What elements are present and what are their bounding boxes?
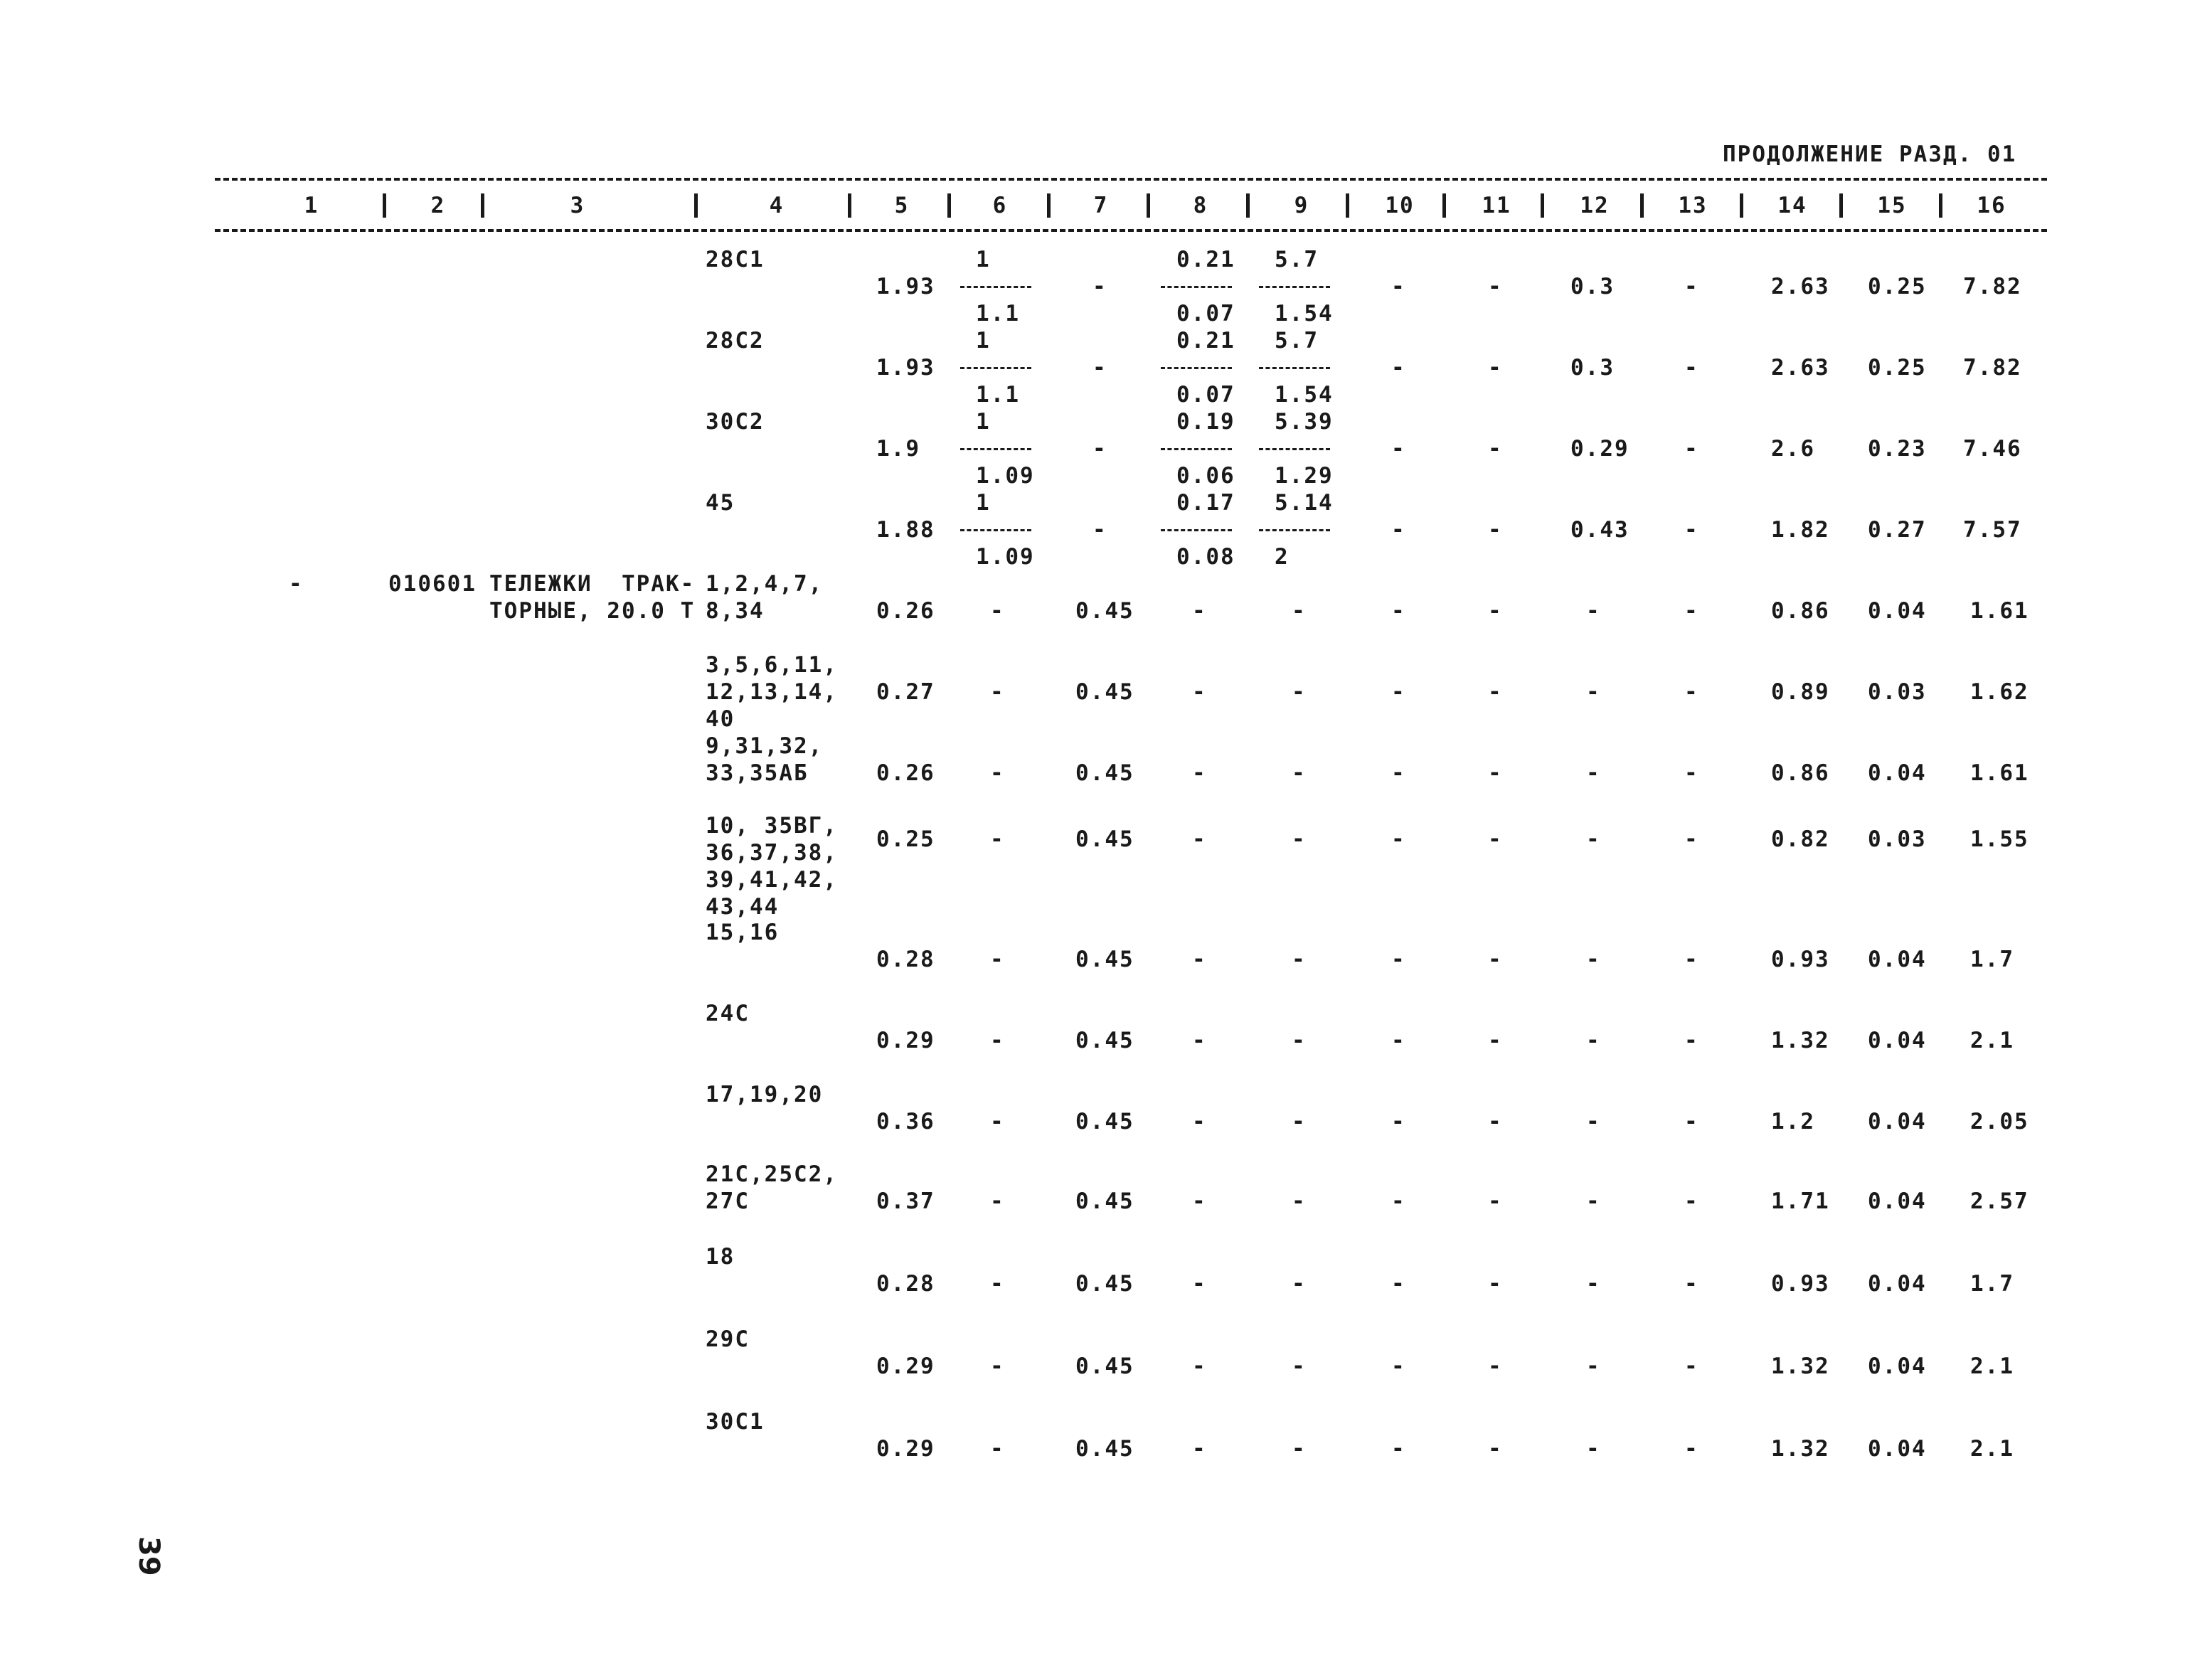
- cell-col14: 0.89: [1771, 679, 1830, 705]
- cell-col6-numerator: 1: [976, 247, 991, 272]
- cell-col5: 0.29: [876, 1354, 935, 1379]
- cell-col11: -: [1488, 679, 1503, 705]
- cell-col7: -: [1092, 436, 1107, 462]
- cell-col11: -: [1488, 1271, 1503, 1297]
- cell-col15: 0.03: [1868, 826, 1927, 852]
- cell-col12: -: [1586, 1028, 1601, 1053]
- cell-col9-denominator: 1.29: [1275, 463, 1334, 489]
- fraction-line: [1161, 367, 1232, 369]
- fraction-line: [1161, 448, 1232, 450]
- column-header-10: 10: [1385, 193, 1415, 218]
- column-header-14: 14: [1777, 193, 1807, 218]
- cell-marking: 45: [706, 490, 735, 516]
- cell-col6-denominator: 1.09: [976, 544, 1035, 570]
- cell-col14: 0.93: [1771, 1271, 1830, 1297]
- cell-col5: 0.26: [876, 598, 935, 624]
- cell-col15: 0.04: [1868, 1028, 1927, 1053]
- cell-col15: 0.03: [1868, 679, 1927, 705]
- cell-col6: -: [990, 1271, 1005, 1297]
- cell-col12: -: [1586, 947, 1601, 972]
- column-header-1: 1: [304, 193, 319, 218]
- cell-col6: -: [990, 947, 1005, 972]
- cell-col10: -: [1391, 1354, 1406, 1379]
- cell-col7: 0.45: [1075, 1189, 1134, 1214]
- cell-col7: -: [1092, 355, 1107, 381]
- cell-col5: 0.27: [876, 679, 935, 705]
- cell-col10: -: [1391, 274, 1406, 299]
- cell-col7: -: [1092, 517, 1107, 543]
- cell-col16: 1.55: [1970, 826, 2029, 852]
- column-header-5: 5: [894, 193, 910, 218]
- cell-col10: -: [1391, 1109, 1406, 1134]
- group-name-line1: ТЕЛЕЖКИ ТРАК-: [489, 571, 696, 597]
- cell-col6-denominator: 1.1: [976, 382, 1020, 408]
- cell-col16: 7.57: [1963, 517, 2022, 543]
- cell-col16: 2.05: [1970, 1109, 2029, 1134]
- cell-col16: 1.62: [1970, 679, 2029, 705]
- header-separator: [694, 193, 698, 218]
- cell-col9-numerator: 5.39: [1275, 409, 1334, 435]
- cell-col5: 0.28: [876, 1271, 935, 1297]
- cell-col14: 2.63: [1771, 355, 1830, 381]
- cell-col11: -: [1488, 826, 1503, 852]
- cell-col8: -: [1192, 1436, 1207, 1462]
- cell-col13: -: [1684, 598, 1699, 624]
- cell-col13: -: [1684, 436, 1699, 462]
- cell-col15: 0.27: [1868, 517, 1927, 543]
- cell-marking-line: 27С: [706, 1189, 750, 1214]
- cell-col15: 0.04: [1868, 760, 1927, 786]
- column-header-16: 16: [1977, 193, 2006, 218]
- header-rule-top: [215, 178, 2047, 181]
- page-number: 39: [132, 1536, 165, 1576]
- cell-col9-numerator: 5.7: [1275, 328, 1319, 353]
- cell-marking-line: 12,13,14,: [706, 679, 838, 705]
- cell-col13: -: [1684, 1436, 1699, 1462]
- column-header-4: 4: [769, 193, 785, 218]
- cell-col8: -: [1192, 1354, 1207, 1379]
- column-header-9: 9: [1294, 193, 1309, 218]
- cell-col11: -: [1488, 1189, 1503, 1214]
- column-header-12: 12: [1580, 193, 1610, 218]
- cell-col10: -: [1391, 598, 1406, 624]
- header-separator: [1640, 193, 1644, 218]
- cell-col12: 0.3: [1570, 355, 1615, 381]
- cell-col6-numerator: 1: [976, 328, 991, 353]
- cell-col5: 0.29: [876, 1028, 935, 1053]
- cell-col11: -: [1488, 1354, 1503, 1379]
- cell-col6-denominator: 1.1: [976, 301, 1020, 326]
- column-header-8: 8: [1193, 193, 1208, 218]
- cell-col5: 0.37: [876, 1189, 935, 1214]
- cell-col14: 0.86: [1771, 760, 1830, 786]
- group-code: 010601: [388, 571, 477, 597]
- cell-col6: -: [990, 598, 1005, 624]
- header-separator: [481, 193, 484, 218]
- header-separator: [1740, 193, 1743, 218]
- cell-col14: 0.82: [1771, 826, 1830, 852]
- cell-col7: 0.45: [1075, 826, 1134, 852]
- cell-col10: -: [1391, 1189, 1406, 1214]
- cell-col12: -: [1586, 598, 1601, 624]
- cell-col8: -: [1192, 679, 1207, 705]
- cell-col6: -: [990, 1028, 1005, 1053]
- cell-col8: -: [1192, 826, 1207, 852]
- cell-col13: -: [1684, 1189, 1699, 1214]
- cell-col14: 1.32: [1771, 1436, 1830, 1462]
- cell-col13: -: [1684, 274, 1699, 299]
- cell-col8: -: [1192, 1028, 1207, 1053]
- cell-col9: -: [1292, 947, 1307, 972]
- cell-col13: -: [1684, 1271, 1699, 1297]
- cell-col7: 0.45: [1075, 598, 1134, 624]
- cell-col12: -: [1586, 1354, 1601, 1379]
- cell-col14: 1.2: [1771, 1109, 1815, 1134]
- fraction-line: [1259, 367, 1330, 369]
- cell-col12: 0.43: [1570, 517, 1630, 543]
- cell-col12: -: [1586, 1271, 1601, 1297]
- cell-col9: -: [1292, 1189, 1307, 1214]
- fraction-line: [1161, 286, 1232, 288]
- cell-col8-denominator: 0.06: [1176, 463, 1235, 489]
- cell-col9: -: [1292, 1028, 1307, 1053]
- cell-marking-line: 9,31,32,: [706, 733, 824, 759]
- cell-col6: -: [990, 760, 1005, 786]
- cell-col11: -: [1488, 760, 1503, 786]
- header-separator: [1047, 193, 1051, 218]
- cell-col12: 0.3: [1570, 274, 1615, 299]
- cell-col14: 2.6: [1771, 436, 1815, 462]
- cell-col5: 0.26: [876, 760, 935, 786]
- cell-col14: 2.63: [1771, 274, 1830, 299]
- cell-col10: -: [1391, 1028, 1406, 1053]
- cell-col8-numerator: 0.17: [1176, 490, 1235, 516]
- cell-col9: -: [1292, 826, 1307, 852]
- cell-col14: 1.71: [1771, 1189, 1830, 1214]
- cell-col16: 2.1: [1970, 1354, 2014, 1379]
- header-separator: [947, 193, 951, 218]
- cell-col9: -: [1292, 1354, 1307, 1379]
- cell-col11: -: [1488, 1028, 1503, 1053]
- cell-col15: 0.04: [1868, 1109, 1927, 1134]
- cell-col8-denominator: 0.08: [1176, 544, 1235, 570]
- cell-col5: 1.93: [876, 274, 935, 299]
- cell-col11: -: [1488, 1436, 1503, 1462]
- group-col1: -: [289, 571, 304, 597]
- cell-col13: -: [1684, 826, 1699, 852]
- cell-col7: -: [1092, 274, 1107, 299]
- cell-col10: -: [1391, 679, 1406, 705]
- cell-col9-numerator: 5.7: [1275, 247, 1319, 272]
- column-header-3: 3: [570, 193, 585, 218]
- cell-col11: -: [1488, 947, 1503, 972]
- cell-col11: -: [1488, 355, 1503, 381]
- cell-col9-numerator: 5.14: [1275, 490, 1334, 516]
- cell-col10: -: [1391, 826, 1406, 852]
- cell-col13: -: [1684, 1109, 1699, 1134]
- cell-col15: 0.25: [1868, 274, 1927, 299]
- cell-col8: -: [1192, 947, 1207, 972]
- cell-marking: 28С2: [706, 328, 765, 353]
- cell-col8: -: [1192, 598, 1207, 624]
- cell-col14: 1.32: [1771, 1028, 1830, 1053]
- cell-col15: 0.23: [1868, 436, 1927, 462]
- cell-col11: -: [1488, 436, 1503, 462]
- cell-col10: -: [1391, 1271, 1406, 1297]
- cell-marking-line: 40: [706, 706, 735, 732]
- cell-col14: 1.82: [1771, 517, 1830, 543]
- cell-col10: -: [1391, 1436, 1406, 1462]
- cell-col16: 2.1: [1970, 1436, 2014, 1462]
- cell-col5: 0.28: [876, 947, 935, 972]
- cell-col6: -: [990, 826, 1005, 852]
- cell-col16: 7.82: [1963, 274, 2022, 299]
- cell-col6: -: [990, 1436, 1005, 1462]
- cell-col14: 0.93: [1771, 947, 1830, 972]
- cell-col12: -: [1586, 1436, 1601, 1462]
- cell-col16: 1.7: [1970, 947, 2014, 972]
- cell-col13: -: [1684, 517, 1699, 543]
- cell-col7: 0.45: [1075, 760, 1134, 786]
- cell-col8-numerator: 0.21: [1176, 328, 1235, 353]
- cell-col13: -: [1684, 1354, 1699, 1379]
- cell-col8-denominator: 0.07: [1176, 301, 1235, 326]
- cell-col16: 7.82: [1963, 355, 2022, 381]
- header-separator: [383, 193, 386, 218]
- cell-marking-line: 1,2,4,7,: [706, 571, 824, 597]
- cell-col9-denominator: 1.54: [1275, 301, 1334, 326]
- cell-col9: -: [1292, 679, 1307, 705]
- cell-col5: 1.93: [876, 355, 935, 381]
- header-rule-bottom: [215, 229, 2047, 232]
- cell-col7: 0.45: [1075, 679, 1134, 705]
- cell-col5: 0.29: [876, 1436, 935, 1462]
- fraction-line: [960, 367, 1031, 369]
- cell-marking-line: 15,16: [706, 920, 780, 945]
- cell-col9-denominator: 1.54: [1275, 382, 1334, 408]
- cell-col16: 1.7: [1970, 1271, 2014, 1297]
- cell-marking-line: 10, 35ВГ,: [706, 813, 838, 839]
- cell-col16: 1.61: [1970, 760, 2029, 786]
- cell-col10: -: [1391, 760, 1406, 786]
- column-header-13: 13: [1678, 193, 1708, 218]
- cell-col11: -: [1488, 1109, 1503, 1134]
- cell-col12: -: [1586, 679, 1601, 705]
- cell-col6-numerator: 1: [976, 490, 991, 516]
- cell-col5: 1.9: [876, 436, 920, 462]
- cell-col16: 2.57: [1970, 1189, 2029, 1214]
- cell-marking-line: 33,35АБ: [706, 760, 809, 786]
- cell-col9: -: [1292, 598, 1307, 624]
- cell-col10: -: [1391, 355, 1406, 381]
- cell-col13: -: [1684, 1028, 1699, 1053]
- cell-col8: -: [1192, 760, 1207, 786]
- cell-col7: 0.45: [1075, 1354, 1134, 1379]
- header-separator: [1147, 193, 1150, 218]
- cell-marking-line: 36,37,38,: [706, 840, 838, 866]
- header-separator: [1346, 193, 1349, 218]
- fraction-line: [960, 448, 1031, 450]
- cell-col11: -: [1488, 598, 1503, 624]
- cell-col15: 0.04: [1868, 1354, 1927, 1379]
- cell-col13: -: [1684, 947, 1699, 972]
- cell-marking-line: 29С: [706, 1327, 750, 1352]
- cell-col6: -: [990, 1189, 1005, 1214]
- cell-col10: -: [1391, 947, 1406, 972]
- cell-col8: -: [1192, 1109, 1207, 1134]
- cell-marking-line: 39,41,42,: [706, 867, 838, 893]
- header-separator: [1839, 193, 1843, 218]
- cell-col10: -: [1391, 517, 1406, 543]
- cell-col7: 0.45: [1075, 947, 1134, 972]
- cell-marking-line: 8,34: [706, 598, 765, 624]
- cell-col15: 0.04: [1868, 947, 1927, 972]
- cell-col15: 0.04: [1868, 598, 1927, 624]
- cell-col9-denominator: 2: [1275, 544, 1290, 570]
- cell-col14: 1.32: [1771, 1354, 1830, 1379]
- column-header-15: 15: [1877, 193, 1907, 218]
- cell-marking: 28С1: [706, 247, 765, 272]
- cell-col7: 0.45: [1075, 1109, 1134, 1134]
- cell-marking-line: 21С,25С2,: [706, 1161, 838, 1187]
- cell-col12: -: [1586, 1109, 1601, 1134]
- cell-col16: 2.1: [1970, 1028, 2014, 1053]
- column-header-7: 7: [1093, 193, 1109, 218]
- cell-col9: -: [1292, 1109, 1307, 1134]
- header-separator: [1541, 193, 1544, 218]
- cell-marking-line: 17,19,20: [706, 1082, 824, 1107]
- cell-col12: -: [1586, 760, 1601, 786]
- cell-marking-line: 30С1: [706, 1409, 765, 1435]
- cell-col15: 0.04: [1868, 1436, 1927, 1462]
- cell-col10: -: [1391, 436, 1406, 462]
- cell-col12: -: [1586, 1189, 1601, 1214]
- cell-marking-line: 43,44: [706, 894, 780, 920]
- cell-marking-line: 3,5,6,11,: [706, 652, 838, 678]
- cell-col5: 0.36: [876, 1109, 935, 1134]
- cell-col16: 1.61: [1970, 598, 2029, 624]
- cell-col8: -: [1192, 1271, 1207, 1297]
- cell-col8-denominator: 0.07: [1176, 382, 1235, 408]
- cell-marking-line: 18: [706, 1244, 735, 1270]
- continuation-title: ПРОДОЛЖЕНИЕ РАЗД. 01: [1723, 142, 2017, 167]
- fraction-line: [1259, 286, 1330, 288]
- fraction-line: [960, 286, 1031, 288]
- column-header-6: 6: [992, 193, 1008, 218]
- cell-col16: 7.46: [1963, 436, 2022, 462]
- cell-col12: -: [1586, 826, 1601, 852]
- cell-col7: 0.45: [1075, 1028, 1134, 1053]
- cell-col11: -: [1488, 274, 1503, 299]
- header-separator: [1246, 193, 1250, 218]
- column-header-11: 11: [1482, 193, 1511, 218]
- cell-col7: 0.45: [1075, 1436, 1134, 1462]
- cell-marking-line: 24С: [706, 1001, 750, 1026]
- cell-col8: -: [1192, 1189, 1207, 1214]
- cell-col6-denominator: 1.09: [976, 463, 1035, 489]
- cell-col6: -: [990, 1354, 1005, 1379]
- cell-col9: -: [1292, 1271, 1307, 1297]
- header-separator: [1939, 193, 1942, 218]
- cell-col15: 0.04: [1868, 1189, 1927, 1214]
- cell-col6: -: [990, 1109, 1005, 1134]
- cell-col12: 0.29: [1570, 436, 1630, 462]
- cell-col15: 0.25: [1868, 355, 1927, 381]
- fraction-line: [960, 529, 1031, 531]
- header-separator: [848, 193, 851, 218]
- cell-col7: 0.45: [1075, 1271, 1134, 1297]
- cell-col14: 0.86: [1771, 598, 1830, 624]
- group-name-line2: ТОРНЫЕ, 20.0 Т: [489, 598, 696, 624]
- cell-col8-numerator: 0.19: [1176, 409, 1235, 435]
- cell-col6: -: [990, 679, 1005, 705]
- cell-col5: 0.25: [876, 826, 935, 852]
- cell-col13: -: [1684, 679, 1699, 705]
- cell-col13: -: [1684, 355, 1699, 381]
- fraction-line: [1259, 529, 1330, 531]
- cell-col13: -: [1684, 760, 1699, 786]
- cell-col8-numerator: 0.21: [1176, 247, 1235, 272]
- cell-marking: 30С2: [706, 409, 765, 435]
- header-separator: [1442, 193, 1446, 218]
- fraction-line: [1161, 529, 1232, 531]
- cell-col11: -: [1488, 517, 1503, 543]
- cell-col6-numerator: 1: [976, 409, 991, 435]
- column-header-2: 2: [430, 193, 446, 218]
- cell-col9: -: [1292, 1436, 1307, 1462]
- cell-col5: 1.88: [876, 517, 935, 543]
- fraction-line: [1259, 448, 1330, 450]
- cell-col15: 0.04: [1868, 1271, 1927, 1297]
- cell-col9: -: [1292, 760, 1307, 786]
